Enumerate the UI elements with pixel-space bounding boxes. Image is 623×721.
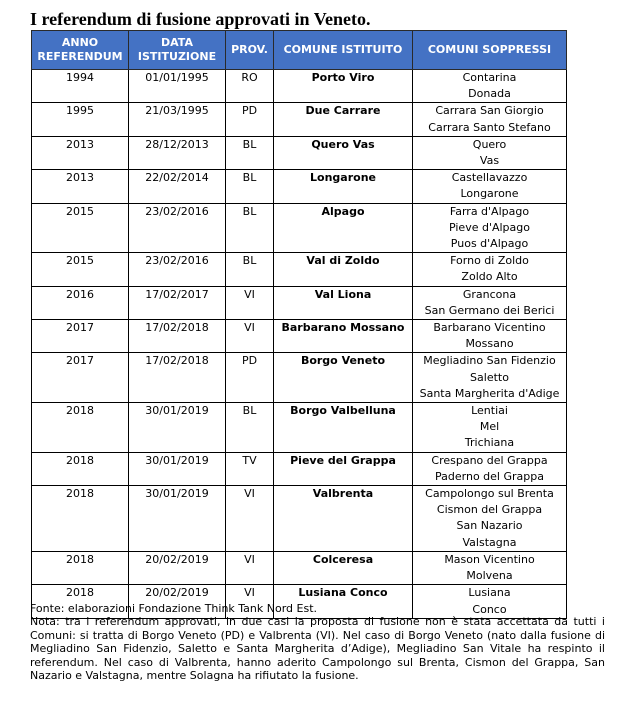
cell-year: 2013 (32, 170, 129, 203)
merged-municipality: Vas (479, 154, 500, 168)
cell-comune-istituito: Valbrenta (274, 486, 413, 552)
cell-prov: VI (226, 551, 274, 584)
cell-comuni-soppressi (413, 170, 567, 203)
cell-date: 20/02/2019 (129, 551, 226, 584)
merged-municipality: Molvena (466, 569, 513, 583)
cell-comune-istituito: Lusiana Conco (274, 585, 413, 618)
table-row (32, 353, 567, 403)
table-row (32, 286, 567, 319)
merged-municipality: Grancona (462, 287, 517, 301)
merged-municipality: Contarina (462, 71, 517, 84)
merged-municipality: Barbarano Vicentino (433, 321, 546, 335)
cell-comuni-soppressi (413, 286, 567, 319)
cell-prov: BL (226, 403, 274, 453)
cell-comuni-soppressi (413, 486, 567, 552)
merged-municipality: Quero (472, 137, 507, 151)
cell-comune-istituito: Longarone (274, 170, 413, 203)
cell-comuni-soppressi (413, 320, 567, 353)
cell-date: 17/02/2017 (129, 286, 226, 319)
merged-municipality: Crespano del Grappa (431, 453, 548, 467)
cell-prov: PD (226, 353, 274, 403)
merged-municipality: Campolongo sul Brenta (425, 487, 554, 501)
cell-comuni-soppressi (413, 136, 567, 169)
merged-municipality: Zoldo Alto (461, 270, 518, 284)
merged-municipality: Mossano (465, 337, 514, 351)
cell-year: 2018 (32, 585, 129, 618)
table-body (32, 70, 567, 619)
merged-municipality: Lentiai (471, 404, 508, 418)
notes-block (30, 602, 605, 682)
merged-municipality: Castellavazzo (451, 171, 528, 185)
merged-municipality: Mason Vicentino (444, 552, 535, 566)
table-row (32, 136, 567, 169)
merged-municipality: San Germano dei Berici (424, 303, 555, 317)
cell-comune-istituito: Colceresa (274, 551, 413, 584)
merged-municipality: Carrara San Giorgio (435, 104, 544, 118)
cell-comune-istituito: Porto Viro (274, 70, 413, 103)
header-anno-referendum: ANNO REFERENDUM (32, 31, 129, 70)
cell-year: 2018 (32, 486, 129, 552)
table-row (32, 452, 567, 485)
cell-comuni-soppressi (413, 253, 567, 286)
cell-comune-istituito: Quero Vas (274, 136, 413, 169)
merged-municipality: Lusiana (468, 586, 511, 600)
cell-date: 23/02/2016 (129, 253, 226, 286)
cell-date: 30/01/2019 (129, 452, 226, 485)
merged-municipality: Conco (472, 602, 507, 616)
merged-municipality: Longarone (460, 187, 519, 201)
footnote: Nota: tra i referendum approvati, in due casi la proposta di fusione non è stata accettata da tutti i Comuni: si tratta di Borgo Veneto (PD) e Valbrenta (VI). Nel caso di Borgo Veneto (nato dalla fusione di Megliadino San Fidenzio, Saletto e Santa Margherita d’Adige), Megliadino San Vitale ha respinto il referendum. Nel caso di Valbrenta, hanno aderito Campolongo sul Brenta, Cismon del Grappa, San Nazario e Valstagna, mentre Solagna ha rifiutato la fusione. (30, 615, 605, 683)
header-data-istituzione: DATA ISTITUZIONE (129, 31, 226, 70)
cell-year: 2016 (32, 286, 129, 319)
table-row (32, 170, 567, 203)
cell-year: 1994 (32, 70, 129, 103)
cell-year: 2017 (32, 320, 129, 353)
cell-prov: VI (226, 585, 274, 618)
cell-date: 30/01/2019 (129, 403, 226, 453)
cell-year: 2017 (32, 353, 129, 403)
cell-date: 22/02/2014 (129, 170, 226, 203)
cell-comune-istituito: Val di Zoldo (274, 253, 413, 286)
header-prov: PROV. (226, 31, 274, 70)
referendum-table (31, 30, 567, 619)
cell-date: 17/02/2018 (129, 353, 226, 403)
cell-comuni-soppressi (413, 403, 567, 453)
merged-municipality: Farra d'Alpago (449, 204, 530, 218)
cell-date: 20/02/2019 (129, 585, 226, 618)
cell-comuni-soppressi (413, 551, 567, 584)
merged-municipality: Puos d'Alpago (450, 237, 529, 251)
cell-comuni-soppressi (413, 452, 567, 485)
cell-date: 21/03/1995 (129, 103, 226, 136)
cell-prov: RO (226, 70, 274, 103)
cell-year: 2015 (32, 203, 129, 253)
merged-municipality: Megliadino San Fidenzio (423, 354, 556, 368)
table-row (32, 203, 567, 253)
cell-comune-istituito: Alpago (274, 203, 413, 253)
cell-comuni-soppressi (413, 203, 567, 253)
header-comune-istituito: COMUNE ISTITUITO (274, 31, 413, 70)
cell-year: 2018 (32, 452, 129, 485)
table-row (32, 70, 567, 103)
cell-year: 2018 (32, 403, 129, 453)
table-row (32, 320, 567, 353)
cell-prov: VI (226, 320, 274, 353)
merged-municipality: San Nazario (456, 519, 523, 533)
merged-municipality: Forno di Zoldo (450, 254, 529, 268)
cell-prov: VI (226, 286, 274, 319)
cell-prov: VI (226, 486, 274, 552)
cell-year: 2018 (32, 551, 129, 584)
cell-date: 01/01/1995 (129, 70, 226, 103)
cell-comune-istituito: Pieve del Grappa (274, 452, 413, 485)
cell-year: 2013 (32, 136, 129, 169)
cell-date: 28/12/2013 (129, 136, 226, 169)
cell-date: 23/02/2016 (129, 203, 226, 253)
cell-date: 30/01/2019 (129, 486, 226, 552)
cell-comune-istituito: Borgo Veneto (274, 353, 413, 403)
cell-year: 2015 (32, 253, 129, 286)
table-row (32, 403, 567, 453)
cell-prov: PD (226, 103, 274, 136)
cell-year: 1995 (32, 103, 129, 136)
table-row (32, 486, 567, 552)
table-row (32, 253, 567, 286)
cell-date: 17/02/2018 (129, 320, 226, 353)
cell-prov: BL (226, 136, 274, 169)
cell-prov: BL (226, 170, 274, 203)
header-comuni-soppressi: COMUNI SOPPRESSI (413, 31, 567, 70)
table-row (32, 103, 567, 136)
merged-municipality: Saletto (470, 370, 509, 384)
table-header-row (32, 31, 567, 70)
merged-municipality: Paderno del Grappa (435, 469, 544, 483)
merged-municipality: Donada (468, 87, 511, 101)
cell-comune-istituito: Borgo Valbelluna (274, 403, 413, 453)
cell-comuni-soppressi (413, 70, 567, 103)
merged-municipality: Cismon del Grappa (436, 503, 543, 517)
cell-comuni-soppressi (413, 103, 567, 136)
cell-comune-istituito: Due Carrare (274, 103, 413, 136)
cell-comune-istituito: Barbarano Mossano (274, 320, 413, 353)
source-note: Fonte: elaborazioni Fondazione Think Tank Nord Est. (30, 602, 318, 615)
merged-municipality: Santa Margherita d'Adige (419, 386, 560, 400)
merged-municipality: Carrara Santo Stefano (428, 120, 551, 134)
document-title: I referendum di fusione approvati in Veneto. (30, 9, 371, 29)
merged-municipality: Mel (479, 420, 500, 434)
cell-comune-istituito: Val Liona (274, 286, 413, 319)
cell-prov: TV (226, 452, 274, 485)
cell-prov: BL (226, 253, 274, 286)
cell-comuni-soppressi (413, 353, 567, 403)
merged-municipality: Pieve d'Alpago (448, 220, 530, 234)
merged-municipality: Trichiana (464, 436, 515, 450)
cell-prov: BL (226, 203, 274, 253)
merged-municipality: Valstagna (462, 535, 517, 549)
table-row (32, 551, 567, 584)
